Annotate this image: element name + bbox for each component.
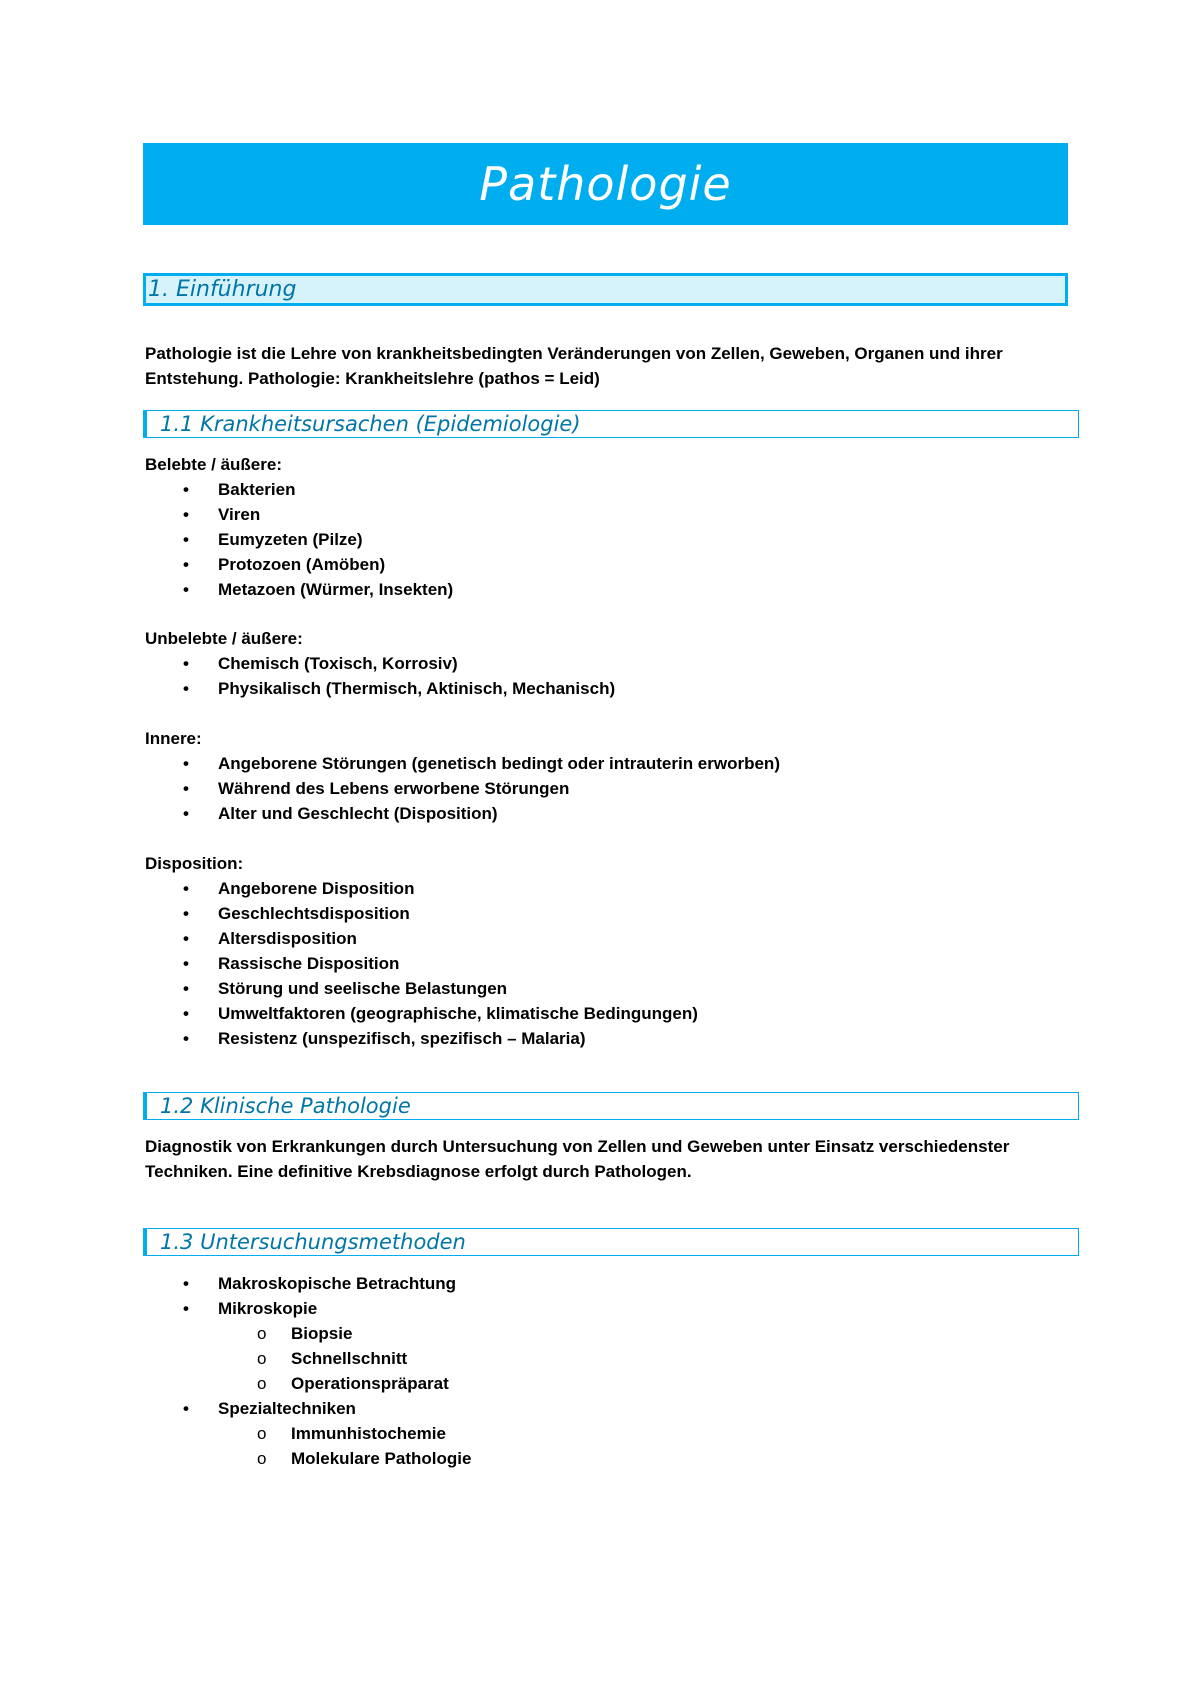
bullet-icon: • xyxy=(183,1004,189,1023)
paragraph-line: Pathologie ist die Lehre von krankheitsbedingten Veränderungen von Zellen, Geweben, Organen und ihrer xyxy=(145,344,1003,363)
list-unbelebte xyxy=(145,651,615,701)
list-item-text: Schnellschnitt xyxy=(291,1349,408,1368)
list-item xyxy=(145,502,453,527)
sub-list-item xyxy=(145,1421,471,1446)
circle-bullet-icon: o xyxy=(257,1424,267,1443)
paragraph-klinische-pathologie xyxy=(145,1134,1045,1184)
heading-krankheitsursachen-text: 1.1 Krankheitsursachen (Epidemiologie) xyxy=(160,411,581,436)
list-item xyxy=(145,976,698,1001)
bullet-icon: • xyxy=(183,979,189,998)
list-item-text: Operationspräparat xyxy=(291,1374,449,1393)
list-item-text: Protozoen (Amöben) xyxy=(218,555,386,574)
list-item-text: Bakterien xyxy=(218,480,296,499)
paragraph-einfuehrung xyxy=(145,341,1045,391)
list-untersuchungsmethoden xyxy=(145,1271,471,1471)
list-item-text: Rassische Disposition xyxy=(218,954,400,973)
heading-einfuehrung-text: 1. Einführung xyxy=(148,276,297,302)
list-item xyxy=(145,1026,698,1051)
heading-klinische-pathologie-text: 1.2 Klinische Pathologie xyxy=(160,1093,411,1118)
bullet-icon: • xyxy=(183,555,189,574)
label-innere: Innere: xyxy=(145,729,202,748)
bullet-icon: • xyxy=(183,1029,189,1048)
list-item-text: Immunhistochemie xyxy=(291,1424,446,1443)
sub-list-item xyxy=(145,1321,471,1346)
bullet-icon: • xyxy=(183,929,189,948)
list-item-text: Altersdisposition xyxy=(218,929,357,948)
list-item xyxy=(145,951,698,976)
list-item-text: Viren xyxy=(218,505,261,524)
list-item-text: Störung und seelische Belastungen xyxy=(218,979,508,998)
bullet-icon: • xyxy=(183,679,189,698)
document-title: Pathologie xyxy=(479,157,732,211)
circle-bullet-icon: o xyxy=(257,1349,267,1368)
bullet-icon: • xyxy=(183,530,189,549)
bullet-icon: • xyxy=(183,654,189,673)
bullet-icon: • xyxy=(183,1399,189,1418)
list-item-text: Metazoen (Würmer, Insekten) xyxy=(218,580,454,599)
bullet-icon: • xyxy=(183,804,189,823)
sub-list-item xyxy=(145,1371,471,1396)
bullet-icon: • xyxy=(183,580,189,599)
list-item xyxy=(145,876,698,901)
label-unbelebte: Unbelebte / äußere: xyxy=(145,629,303,648)
list-item xyxy=(145,926,698,951)
list-item xyxy=(145,1396,471,1421)
list-item xyxy=(145,751,780,776)
heading-untersuchungsmethoden-text: 1.3 Untersuchungsmethoden xyxy=(160,1229,466,1254)
list-item-text: Angeborene Störungen (genetisch bedingt oder intrauterin erworben) xyxy=(218,754,780,773)
list-item-text: Mikroskopie xyxy=(218,1299,318,1318)
list-item-text: Angeborene Disposition xyxy=(218,879,415,898)
list-item xyxy=(145,776,780,801)
sub-list-item xyxy=(145,1446,471,1471)
list-belebte xyxy=(145,477,453,602)
bullet-icon: • xyxy=(183,779,189,798)
circle-bullet-icon: o xyxy=(257,1374,267,1393)
list-item-text: Spezialtechniken xyxy=(218,1399,356,1418)
list-item xyxy=(145,552,453,577)
list-item-text: Eumyzeten (Pilze) xyxy=(218,530,363,549)
circle-bullet-icon: o xyxy=(257,1324,267,1343)
list-item-text: Chemisch (Toxisch, Korrosiv) xyxy=(218,654,458,673)
list-item-text: Biopsie xyxy=(291,1324,353,1343)
list-item-text: Makroskopische Betrachtung xyxy=(218,1274,457,1293)
list-item-text: Alter und Geschlecht (Disposition) xyxy=(218,804,498,823)
list-item xyxy=(145,676,615,701)
list-disposition xyxy=(145,876,698,1051)
list-innere xyxy=(145,751,780,826)
list-item xyxy=(145,901,698,926)
list-item xyxy=(145,1001,698,1026)
circle-bullet-icon: o xyxy=(257,1449,267,1468)
title-banner xyxy=(143,143,1068,225)
bullet-icon: • xyxy=(183,1299,189,1318)
label-belebte: Belebte / äußere: xyxy=(145,455,282,474)
label-disposition: Disposition: xyxy=(145,854,244,873)
bullet-icon: • xyxy=(183,505,189,524)
list-item-text: Molekulare Pathologie xyxy=(291,1449,472,1468)
bullet-icon: • xyxy=(183,480,189,499)
bullet-icon: • xyxy=(183,879,189,898)
list-item-text: Geschlechtsdisposition xyxy=(218,904,410,923)
bullet-icon: • xyxy=(183,754,189,773)
list-item xyxy=(145,527,453,552)
list-item-text: Umweltfaktoren (geographische, klimatische Bedingungen) xyxy=(218,1004,698,1023)
paragraph-line: Entstehung. Pathologie: Krankheitslehre (pathos = Leid) xyxy=(145,369,600,388)
list-item xyxy=(145,1271,471,1296)
bullet-icon: • xyxy=(183,1274,189,1293)
heading-klinische-pathologie xyxy=(143,1092,1079,1120)
paragraph-line: Diagnostik von Erkrankungen durch Untersuchung von Zellen und Geweben unter Einsatz verschiedenster xyxy=(145,1137,1010,1156)
list-item-text: Während des Lebens erworbene Störungen xyxy=(218,779,570,798)
list-item xyxy=(145,651,615,676)
list-item xyxy=(145,477,453,502)
list-item-text: Resistenz (unspezifisch, spezifisch – Malaria) xyxy=(218,1029,586,1048)
paragraph-line: Techniken. Eine definitive Krebsdiagnose erfolgt durch Pathologen. xyxy=(145,1162,692,1181)
list-item xyxy=(145,801,780,826)
sub-list-item xyxy=(145,1346,471,1371)
list-item-text: Physikalisch (Thermisch, Aktinisch, Mechanisch) xyxy=(218,679,616,698)
list-item xyxy=(145,577,453,602)
bullet-icon: • xyxy=(183,904,189,923)
heading-einfuehrung xyxy=(143,273,1068,306)
heading-krankheitsursachen xyxy=(143,410,1079,438)
heading-untersuchungsmethoden xyxy=(143,1228,1079,1256)
bullet-icon: • xyxy=(183,954,189,973)
list-item xyxy=(145,1296,471,1321)
